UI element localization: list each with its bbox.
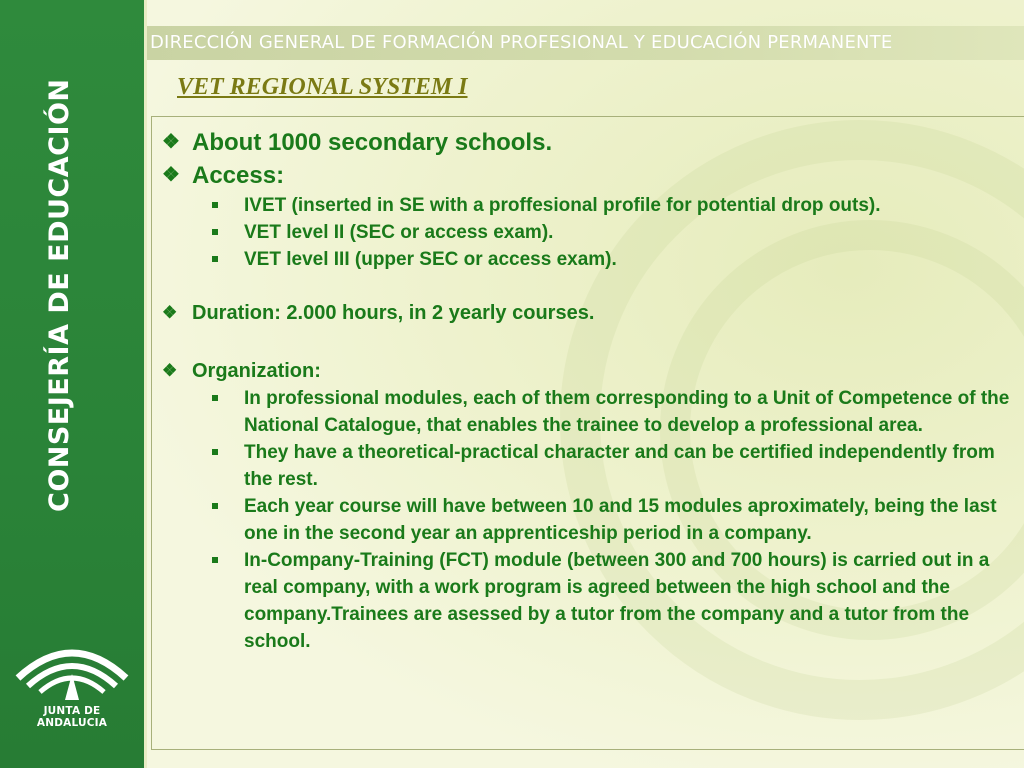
sub-item-text: VET level II (SEC or access exam). (244, 222, 554, 243)
slide-content (160, 126, 1020, 655)
item-text: Access: (192, 162, 285, 189)
list-item (160, 357, 1020, 385)
list-item (160, 159, 1020, 192)
square-bullet-icon (212, 229, 218, 235)
item-text: Duration: 2.000 hours, in 2 yearly courses. (192, 302, 595, 324)
sub-item-text: IVET (inserted in SE with a proffesional profile for potential drop outs). (244, 195, 881, 216)
item-text: About 1000 secondary schools. (192, 129, 553, 156)
sub-list-item (160, 219, 1020, 246)
square-bullet-icon (212, 503, 218, 509)
sub-item-text: Each year course will have between 10 and 15 modules aproximately, being the last one in the second year an apprenticeship period in a company. (244, 496, 997, 544)
diamond-bullet-icon: ❖ (162, 164, 180, 186)
slide-title: VET REGIONAL SYSTEM I (177, 74, 468, 100)
diamond-bullet-icon: ❖ (162, 361, 178, 380)
sidebar-vertical-title: CONSEJERÍA DE EDUCACIÓN (44, 78, 75, 512)
list-item (160, 126, 1020, 159)
sub-item-text: They have a theoretical-practical character and can be certified independently from the rest. (244, 442, 995, 490)
sub-item-text: VET level III (upper SEC or access exam). (244, 249, 617, 270)
sub-list-item (160, 385, 1020, 439)
item-text: Organization: (192, 360, 321, 382)
sub-list-item (160, 192, 1020, 219)
sub-list-item (160, 493, 1020, 547)
diamond-bullet-icon: ❖ (162, 303, 178, 322)
sub-item-text: In professional modules, each of them corresponding to a Unit of Competence of the National Catalogue, that enables the trainee to develop a professional area. (244, 388, 1010, 436)
sub-list-item (160, 547, 1020, 655)
list-item (160, 299, 1020, 327)
square-bullet-icon (212, 256, 218, 262)
logo-caption: JUNTA DE ANDALUCIA (36, 705, 108, 729)
square-bullet-icon (212, 395, 218, 401)
sub-list-item (160, 439, 1020, 493)
sub-item-text: In-Company-Training (FCT) module (between 300 and 700 hours) is carried out in a real company, with a work program is agreed between the high school and the company.Trainees are asessed by a tutor from the company and a tutor from the school. (244, 550, 990, 652)
square-bullet-icon (212, 449, 218, 455)
square-bullet-icon (212, 557, 218, 563)
header-title: DIRECCIÓN GENERAL DE FORMACIÓN PROFESIONAL Y EDUCACIÓN PERMANENTE (150, 32, 893, 53)
square-bullet-icon (212, 202, 218, 208)
sub-list-item (160, 246, 1020, 273)
diamond-bullet-icon: ❖ (162, 131, 180, 153)
